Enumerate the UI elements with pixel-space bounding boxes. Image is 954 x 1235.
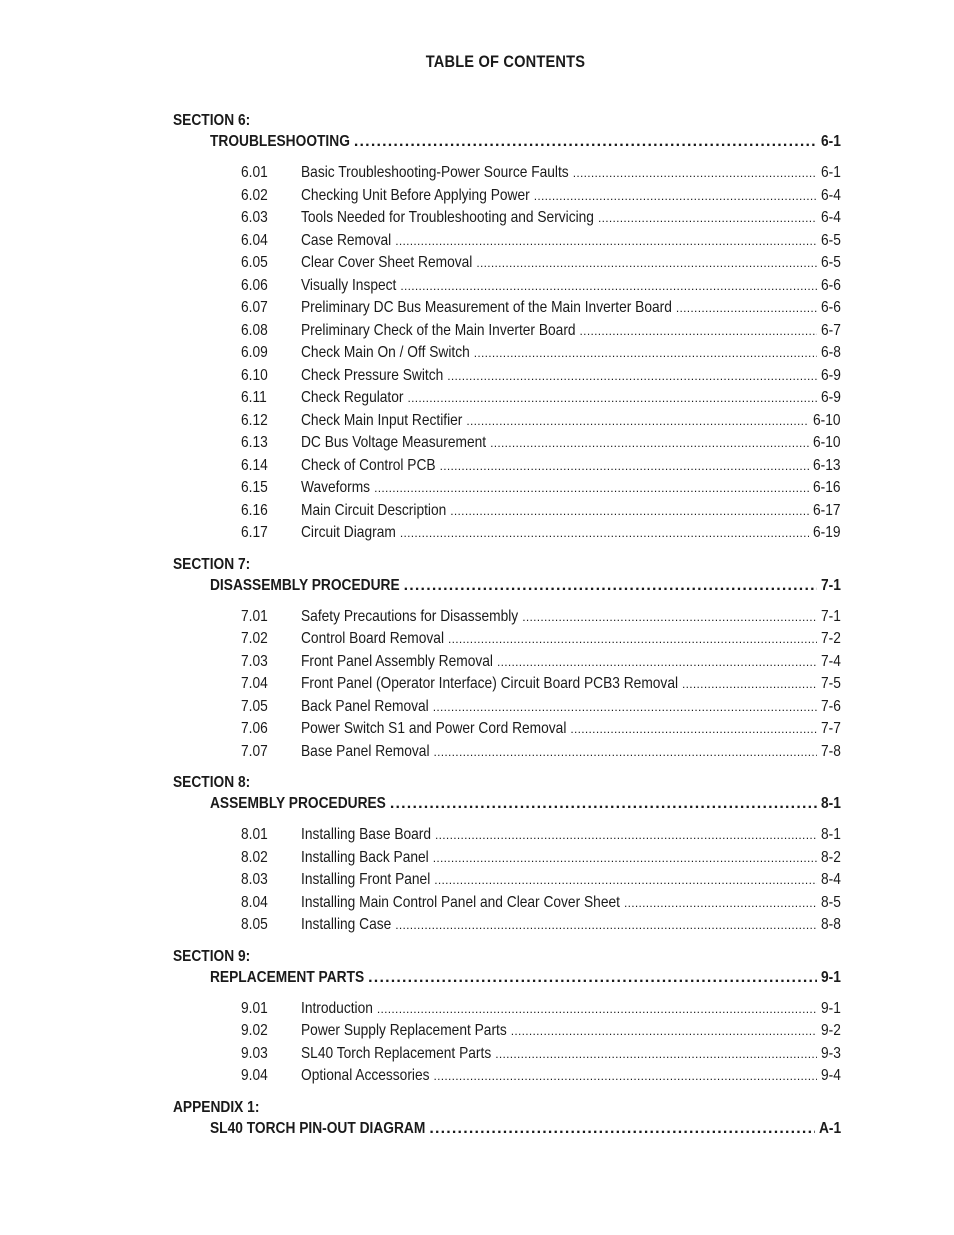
dot-leader [474, 342, 817, 365]
dot-leader [598, 207, 817, 230]
entry-number: 6.01 [241, 164, 268, 181]
toc-entry[interactable] [173, 606, 841, 629]
entry-number: 7.05 [241, 697, 268, 715]
entry-page-number: 7-7 [821, 720, 841, 737]
dot-leader [495, 1043, 817, 1066]
section-title: TROUBLESHOOTING [210, 133, 350, 150]
section-label: SECTION 6: [173, 112, 251, 129]
toc-entry[interactable] [173, 628, 841, 651]
entry-title: DC Bus Voltage Measurement [301, 434, 487, 451]
dot-leader [354, 131, 817, 153]
entry-title: Basic Troubleshooting-Power Source Faults [301, 164, 569, 181]
entry-number: 6.12 [241, 411, 268, 429]
entry-page-number: 8-2 [821, 848, 841, 866]
section-page-number: A-1 [818, 1119, 841, 1137]
toc-entry[interactable] [173, 185, 841, 208]
entry-number: 8.05 [241, 916, 268, 933]
dot-leader [534, 185, 817, 208]
entry-title: Waveforms [301, 479, 371, 496]
toc-entry[interactable] [173, 162, 841, 185]
entry-page-number: 7-2 [821, 630, 841, 647]
entry-title: Optional Accessories [301, 1067, 430, 1084]
entry-page-number: 9-3 [821, 1044, 841, 1062]
entry-number: 6.15 [241, 479, 268, 496]
entry-title: Check of Control PCB [301, 456, 436, 474]
entry-page-number: 6-5 [821, 231, 841, 249]
section-label: SECTION 8: [173, 774, 251, 791]
dot-leader [573, 162, 817, 185]
dot-leader [676, 297, 817, 320]
entry-title: Front Panel (Operator Interface) Circuit Board PCB3 Removal [301, 675, 679, 692]
entry-page-number: 6-9 [821, 366, 841, 384]
entry-title: Introduction [301, 999, 373, 1017]
toc-section [173, 773, 841, 937]
entry-page-number: 8-4 [821, 871, 841, 888]
entry-number: 8.03 [241, 871, 268, 888]
entry-number: 6.02 [241, 186, 268, 204]
toc-entry[interactable] [173, 432, 841, 455]
toc-entry[interactable] [173, 455, 841, 478]
entry-title: Case Removal [301, 231, 392, 249]
entry-number: 6.05 [241, 254, 268, 271]
entry-title: Control Board Removal [301, 630, 445, 647]
entry-title: Installing Base Board [301, 826, 432, 843]
entry-number: 6.16 [241, 501, 268, 519]
entry-page-number: 9-2 [821, 1022, 841, 1039]
entry-title: Checking Unit Before Applying Power [301, 186, 530, 204]
entry-page-number: 6-5 [821, 254, 841, 271]
toc-entry[interactable] [173, 252, 841, 275]
section-page-number: 9-1 [821, 968, 841, 986]
toc-entry[interactable] [173, 824, 841, 847]
entry-number: 7.06 [241, 720, 268, 737]
dot-leader [404, 575, 818, 597]
entry-title: Preliminary Check of the Main Inverter Board [301, 321, 576, 339]
toc-entry[interactable] [173, 914, 841, 937]
toc-section [173, 1098, 841, 1140]
section-page-number: 7-1 [821, 576, 841, 594]
entry-title: Installing Case [301, 916, 392, 933]
entry-page-number: 6-19 [813, 524, 841, 541]
dot-leader [466, 410, 809, 433]
dot-leader [490, 432, 809, 455]
entry-number: 7.03 [241, 652, 268, 670]
table-of-contents [173, 111, 841, 1150]
entry-title: Front Panel Assembly Removal [301, 652, 493, 670]
toc-entry[interactable] [173, 207, 841, 230]
toc-section [173, 947, 841, 1088]
toc-entry[interactable] [173, 651, 841, 674]
entry-title: Circuit Diagram [301, 524, 396, 541]
toc-entry[interactable] [173, 892, 841, 915]
toc-entry[interactable] [173, 718, 841, 741]
section-page-number: 8-1 [821, 795, 841, 812]
entry-page-number: 6-9 [821, 389, 841, 406]
entry-page-number: 6-7 [821, 321, 841, 339]
dot-leader [435, 824, 817, 847]
toc-entry[interactable] [173, 847, 841, 870]
entry-number: 6.08 [241, 321, 268, 339]
entry-title: Tools Needed for Troubleshooting and Servicing [301, 209, 594, 226]
entry-number: 6.09 [241, 344, 268, 361]
toc-entry[interactable] [173, 741, 841, 764]
section-title: ASSEMBLY PROCEDURES [210, 795, 386, 812]
dot-leader [682, 673, 817, 696]
entry-page-number: 6-4 [821, 186, 841, 204]
entry-number: 8.04 [241, 893, 268, 911]
toc-entry[interactable] [173, 1043, 841, 1066]
toc-entry[interactable] [173, 998, 841, 1021]
dot-leader [377, 998, 817, 1021]
entry-title: Check Pressure Switch [301, 366, 444, 384]
dot-leader [476, 252, 817, 275]
entry-page-number: 8-8 [821, 916, 841, 933]
entry-title: Main Circuit Description [301, 501, 447, 519]
entry-number: 7.02 [241, 630, 268, 647]
entry-number: 6.11 [241, 389, 267, 406]
entry-number: 7.07 [241, 742, 268, 760]
entry-page-number: 7-6 [821, 697, 841, 715]
toc-section [173, 111, 841, 545]
toc-entry[interactable] [173, 1065, 841, 1088]
entry-number: 6.13 [241, 434, 268, 451]
dot-leader [450, 500, 809, 523]
toc-entry[interactable] [173, 869, 841, 892]
entry-page-number: 6-10 [813, 411, 841, 429]
dot-leader [440, 455, 810, 478]
entry-page-number: 8-1 [821, 826, 841, 843]
entry-page-number: 6-4 [821, 209, 841, 226]
dot-leader [390, 793, 817, 815]
section-label: APPENDIX 1: [173, 1098, 260, 1116]
entry-page-number: 6-10 [813, 434, 841, 451]
entry-number: 6.14 [241, 456, 268, 474]
entry-number: 6.07 [241, 299, 268, 316]
entry-page-number: 6-1 [821, 164, 841, 181]
entry-page-number: 6-13 [813, 456, 841, 474]
entry-title: Check Main On / Off Switch [301, 344, 470, 361]
entry-page-number: 6-8 [821, 344, 841, 361]
section-title: REPLACEMENT PARTS [210, 968, 365, 986]
dot-leader [580, 320, 818, 343]
dot-leader [448, 628, 817, 651]
entry-number: 7.04 [241, 675, 268, 692]
section-label: SECTION 9: [173, 947, 251, 965]
entry-number: 6.06 [241, 276, 268, 294]
entry-page-number: 7-1 [821, 607, 841, 625]
section-label: SECTION 7: [173, 555, 251, 573]
entry-title: Power Supply Replacement Parts [301, 1022, 507, 1039]
dot-leader [433, 1065, 817, 1088]
dot-leader [522, 606, 817, 629]
dot-leader [395, 914, 817, 937]
entry-title: Visually Inspect [301, 276, 397, 294]
section-heading-link[interactable] [210, 793, 841, 815]
entry-page-number: 7-8 [821, 742, 841, 760]
section-heading-link[interactable] [210, 1118, 841, 1140]
dot-leader [400, 275, 817, 298]
entry-page-number: 6-17 [813, 501, 841, 519]
entry-title: Safety Precautions for Disassembly [301, 607, 519, 625]
dot-leader [374, 477, 809, 500]
entry-title: Installing Front Panel [301, 871, 431, 888]
entry-page-number: 9-1 [821, 999, 841, 1017]
dot-leader [429, 1118, 815, 1140]
entry-number: 6.10 [241, 366, 268, 384]
entry-title: Preliminary DC Bus Measurement of the Main Inverter Board [301, 299, 672, 316]
toc-entry[interactable] [173, 342, 841, 365]
entry-number: 9.03 [241, 1044, 268, 1062]
dot-leader [511, 1020, 817, 1043]
toc-entry[interactable] [173, 696, 841, 719]
entry-title: Base Panel Removal [301, 742, 430, 760]
entry-number: 6.04 [241, 231, 268, 249]
entry-page-number: 6-16 [813, 479, 841, 496]
entry-title: Check Main Input Rectifier [301, 411, 463, 429]
toc-entry[interactable] [173, 275, 841, 298]
entry-page-number: 8-5 [821, 893, 841, 911]
dot-leader [395, 230, 817, 253]
dot-leader [497, 651, 817, 674]
entry-page-number: 7-4 [821, 652, 841, 670]
entry-page-number: 6-6 [821, 299, 841, 316]
entry-title: Installing Main Control Panel and Clear Cover Sheet [301, 893, 620, 911]
section-title: DISASSEMBLY PROCEDURE [210, 576, 400, 594]
dot-leader [447, 365, 817, 388]
entry-number: 9.04 [241, 1067, 268, 1084]
entry-page-number: 6-6 [821, 276, 841, 294]
toc-entry[interactable] [173, 500, 841, 523]
page-title: TABLE OF CONTENTS [425, 52, 586, 71]
entry-number: 6.17 [241, 524, 268, 541]
toc-entry[interactable] [173, 1020, 841, 1043]
toc-entry[interactable] [173, 297, 841, 320]
section-heading-link[interactable] [210, 131, 841, 153]
entry-title: Installing Back Panel [301, 848, 429, 866]
section-heading-link[interactable] [210, 967, 841, 989]
toc-entry[interactable] [173, 387, 841, 410]
entry-number: 6.03 [241, 209, 268, 226]
toc-entry[interactable] [173, 320, 841, 343]
dot-leader [434, 869, 817, 892]
entry-number: 9.01 [241, 999, 268, 1017]
dot-leader [624, 892, 817, 915]
entry-title: Check Regulator [301, 389, 404, 406]
entry-number: 9.02 [241, 1022, 268, 1039]
dot-leader [433, 847, 817, 870]
section-page-number: 6-1 [821, 133, 841, 150]
toc-entry[interactable] [173, 365, 841, 388]
toc-entry[interactable] [173, 410, 841, 433]
entry-page-number: 7-5 [821, 675, 841, 692]
dot-leader [433, 696, 817, 719]
dot-leader [407, 387, 817, 410]
toc-entry[interactable] [173, 673, 841, 696]
toc-entry[interactable] [173, 230, 841, 253]
entry-number: 8.01 [241, 826, 268, 843]
toc-entry[interactable] [173, 522, 841, 545]
section-heading-link[interactable] [210, 575, 841, 597]
entry-page-number: 9-4 [821, 1067, 841, 1084]
section-title: SL40 TORCH PIN-OUT DIAGRAM [210, 1119, 426, 1137]
entry-title: Back Panel Removal [301, 697, 429, 715]
entry-title: SL40 Torch Replacement Parts [301, 1044, 492, 1062]
dot-leader [434, 741, 818, 764]
toc-section [173, 555, 841, 764]
dot-leader [400, 522, 810, 545]
entry-title: Clear Cover Sheet Removal [301, 254, 473, 271]
entry-title: Power Switch S1 and Power Cord Removal [301, 720, 567, 737]
dot-leader [368, 967, 817, 989]
entry-number: 8.02 [241, 848, 268, 866]
toc-entry[interactable] [173, 477, 841, 500]
entry-number: 7.01 [241, 607, 268, 625]
dot-leader [570, 718, 817, 741]
